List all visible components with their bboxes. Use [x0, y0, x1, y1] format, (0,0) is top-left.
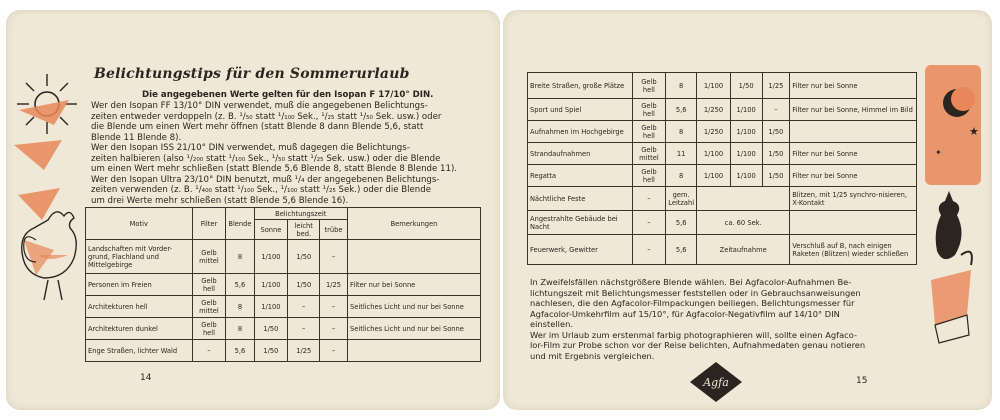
paragraph-line: Wer den Isopan ISS 21/10° DIN verwendet, muß dagegen die Belichtungs-: [91, 143, 410, 153]
left-page: [6, 10, 500, 410]
cell-motiv: Feuerwerk, Gewitter: [528, 235, 633, 265]
paragraph-line: Agfacolor-Umkehrfilm auf 15/10°, für Agfacolor-Negativfilm auf 14/10° DIN: [530, 308, 840, 319]
cell-bemerkung: [347, 340, 480, 362]
svg-text:✦: ✦: [935, 148, 942, 157]
header-bemerkungen: Bemerkungen: [347, 208, 480, 240]
paragraph-line: zeiten entweder verdoppeln (z. B. ¹/₅₀ statt ¹/₁₀₀ Sek., ¹/₂₅ statt ¹/₅₀ Sek. usw.) oder: [91, 111, 442, 122]
cell-motiv: Personen im Freien: [86, 274, 193, 296]
cell-sonne: 1/100: [254, 240, 288, 274]
cell-truebe: –: [320, 296, 348, 318]
page-number-left: 14: [140, 373, 152, 383]
cell-truebe: –: [762, 99, 790, 121]
cell-filter: Gelb mittel: [632, 143, 666, 165]
cell-bemerkung: Seitliches Licht und nur bei Sonne: [347, 296, 480, 318]
cell-motiv: Architekturen dunkel: [86, 318, 193, 340]
header-sonne: Sonne: [254, 220, 288, 240]
cell-leicht: 1/100: [730, 121, 762, 143]
table-row: [86, 274, 481, 296]
table-row: [528, 73, 917, 99]
paragraph-line: zeiten halbieren (also ¹/₂₀₀ statt ¹/₁₀₀ Sek., ¹/₅₀ statt ¹/₂₅ Sek. usw.) oder die Blende: [91, 153, 441, 164]
exposure-table-left: [85, 207, 481, 362]
cell-filter: Gelb hell: [192, 274, 226, 296]
cell-filter: Gelb hell: [632, 165, 666, 187]
paragraph-line: um einen Wert mehr schließen (statt Blende 5,6 Blende 8, statt Blende 8 Blende 11).: [91, 164, 458, 174]
exposure-table-right: [527, 72, 917, 265]
svg-text:Agfa: Agfa: [703, 376, 729, 389]
cell-leicht: –: [288, 318, 320, 340]
cell-zeit-empty: [697, 187, 790, 211]
cell-bemerkung: Seitliches Licht und nur bei Sonne: [347, 318, 480, 340]
cell-motiv: Architekturen hell: [86, 296, 193, 318]
cell-leicht: 1/25: [288, 340, 320, 362]
cell-bemerkung: Blitzen, mit 1/25 synchro-nisieren, X-Kontakt: [790, 187, 917, 211]
right-page: [503, 10, 992, 410]
cell-filter: –: [632, 187, 666, 211]
cell-truebe: 1/50: [762, 121, 790, 143]
table-row: [528, 99, 917, 121]
cell-filter: Gelb hell: [632, 121, 666, 143]
cell-bemerkung: Filter nur bei Sonne: [790, 73, 917, 99]
cell-filter: Gelb mittel: [192, 240, 226, 274]
cell-sonne: 1/100: [254, 274, 288, 296]
paragraph-line: Blende 11 Blende 8).: [91, 132, 182, 143]
cell-blende: 8: [226, 318, 254, 340]
table-row: [528, 211, 917, 235]
cell-blende: 8: [666, 121, 697, 143]
cell-truebe: –: [320, 340, 348, 362]
cell-blende: 8: [226, 240, 254, 274]
cell-motiv: Sport und Spiel: [528, 99, 633, 121]
table-row: [86, 340, 481, 362]
cell-zeit-merged: ca. 60 Sek.: [697, 211, 790, 235]
cell-blende: 5,6: [666, 211, 697, 235]
cell-bemerkung: Filter nur bei Sonne: [790, 143, 917, 165]
cell-sonne: 1/100: [697, 73, 731, 99]
table-row: [528, 143, 917, 165]
cell-leicht: 1/100: [730, 99, 762, 121]
cell-sonne: 1/100: [254, 296, 288, 318]
cell-motiv: Regatta: [528, 165, 633, 187]
paragraph-line: und mit Ergebnis vergleichen.: [530, 350, 655, 361]
header-motiv: Motiv: [86, 208, 193, 240]
cell-truebe: 1/50: [762, 165, 790, 187]
paragraph-line: Wer den Isopan Ultra 23/10° DIN benutzt, muß ¹/₄ der angegebenen Belichtungs-: [91, 174, 440, 185]
cell-blende: gem. Leitzahl: [666, 187, 697, 211]
cell-truebe: 1/25: [320, 274, 348, 296]
cell-truebe: 1/50: [762, 143, 790, 165]
table-row: [528, 121, 917, 143]
intro-bold-line: Die angegebenen Werte gelten für den Isopan F 17/10° DIN.: [142, 90, 434, 100]
paragraph-line: nachlesen, die den Agfacolor-Filmpackungen beiliegen. Belichtungsmesser für: [530, 298, 855, 308]
cell-sonne: 1/50: [254, 340, 288, 362]
cell-leicht: 1/50: [288, 240, 320, 274]
cell-leicht: 1/100: [730, 165, 762, 187]
header-leicht-bed: leicht bed.: [288, 220, 320, 240]
cell-filter: –: [632, 235, 666, 265]
header-belichtungszeit: Belichtungszeit: [254, 208, 347, 220]
table-row: [528, 235, 917, 265]
paragraph-line: In Zweifelsfällen nächstgrößere Blende wählen. Bei Agfacolor-Aufnahmen Be-: [530, 277, 852, 287]
cell-leicht: 1/50: [730, 73, 762, 99]
cell-bemerkung: [790, 211, 917, 235]
cell-leicht: 1/100: [730, 143, 762, 165]
table-row: [528, 165, 917, 187]
paragraph-line: die Blende um einen Wert mehr öffnen (statt Blende 8 dann Blende 5,6, statt: [91, 122, 424, 132]
paragraph-line: Wer im Urlaub zum erstenmal farbig photographieren will, sollte einen Agfaco-: [530, 329, 857, 340]
cell-bemerkung: Filter nur bei Sonne: [347, 274, 480, 296]
cell-sonne: 1/250: [697, 99, 731, 121]
paragraph-line: um drei Werte mehr schließen (statt Blende 5,6 Blende 16).: [91, 195, 349, 206]
cell-filter: Gelb hell: [632, 73, 666, 99]
moon-cat-illustration: [921, 65, 987, 355]
cell-motiv: Angestrahlte Gebäude bei Nacht: [528, 211, 633, 235]
page-title: Belichtungstips für den Sommerurlaub: [94, 66, 410, 82]
cell-blende: 5,6: [226, 340, 254, 362]
cell-zeit-merged: Zeitaufnahme: [697, 235, 790, 265]
table-row: [86, 240, 481, 274]
cell-blende: 8: [666, 73, 697, 99]
header-blende: Blende: [226, 208, 254, 240]
cell-bemerkung: Filter nur bei Sonne, Himmel im Bild: [790, 99, 917, 121]
cell-truebe: –: [320, 240, 348, 274]
agfa-logo: [688, 360, 744, 404]
cell-truebe: 1/25: [762, 73, 790, 99]
svg-text:★: ★: [969, 125, 979, 138]
cell-motiv: Enge Straßen, lichter Wald: [86, 340, 193, 362]
paragraph-line: lor-Film zur Probe schon vor der Reise belichten, Aufnahmedaten genau notieren: [530, 340, 866, 350]
cell-motiv: Aufnahmen im Hochgebirge: [528, 121, 633, 143]
cell-sonne: 1/50: [254, 318, 288, 340]
cell-bemerkung: Filter nur bei Sonne: [790, 165, 917, 187]
cell-sonne: 1/100: [697, 143, 731, 165]
table-row: [528, 187, 917, 211]
cell-filter: Gelb hell: [632, 99, 666, 121]
cell-sonne: 1/250: [697, 121, 731, 143]
cell-bemerkung: [790, 121, 917, 143]
cell-motiv: Breite Straßen, große Plätze: [528, 73, 633, 99]
cell-blende: 5,6: [666, 235, 697, 265]
cell-blende: 8: [226, 296, 254, 318]
cell-truebe: –: [320, 318, 348, 340]
table-row: [86, 296, 481, 318]
cell-motiv: Strandaufnahmen: [528, 143, 633, 165]
cell-motiv: Landschaften mit Vorder-grund, Flachland und Mittelgebirge: [86, 240, 193, 274]
paragraph-line: lichtungszeit mit Belichtungsmesser feststellen oder in Gebrauchsanweisungen: [530, 287, 861, 298]
table-row: [86, 318, 481, 340]
rooster-illustration: [18, 200, 93, 310]
cell-sonne: 1/100: [697, 165, 731, 187]
cell-bemerkung: [347, 240, 480, 274]
header-filter: Filter: [192, 208, 226, 240]
cell-leicht: 1/50: [288, 274, 320, 296]
paragraph-line: einstellen.: [530, 319, 573, 329]
cell-filter: Gelb mittel: [192, 296, 226, 318]
cell-bemerkung: Verschluß auf B, nach einigen Raketen (Blitzen) wieder schließen: [790, 235, 917, 265]
cell-filter: –: [192, 340, 226, 362]
cell-filter: Gelb hell: [192, 318, 226, 340]
cell-blende: 5,6: [666, 99, 697, 121]
cell-leicht: –: [288, 296, 320, 318]
cell-blende: 8: [666, 165, 697, 187]
cell-filter: –: [632, 211, 666, 235]
cell-blende: 5,6: [226, 274, 254, 296]
cell-motiv: Nächtliche Feste: [528, 187, 633, 211]
header-truebe: trübe: [320, 220, 348, 240]
paragraph-line: Wer den Isopan FF 13/10° DIN verwendet, muß die angegebenen Belichtungs-: [91, 101, 428, 111]
cell-blende: 11: [666, 143, 697, 165]
paragraph-line: zeiten verwenden (z. B. ¹/₄₀₀ statt ¹/₁₀₀ Sek., ¹/₁₀₀ statt ¹/₂₅ Sek.) oder die Blende: [91, 185, 431, 195]
page-number-right: 15: [856, 376, 868, 386]
